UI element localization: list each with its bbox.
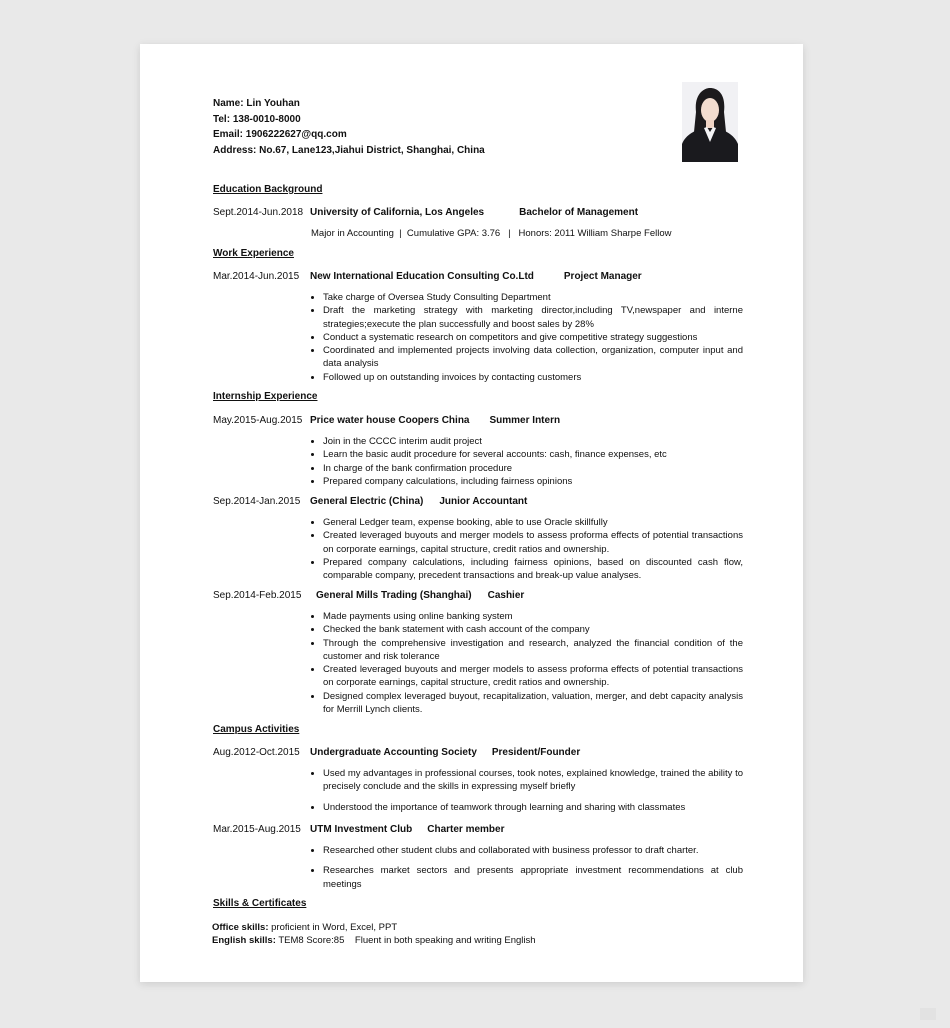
section-heading-campus: Campus Activities bbox=[213, 724, 300, 735]
section-heading-education: Education Background bbox=[213, 184, 323, 195]
list-item: • Made payments using online banking system bbox=[323, 610, 743, 623]
office-skills-label: Office skills: bbox=[212, 922, 269, 933]
internship-role: Summer Intern bbox=[489, 415, 561, 426]
list-item: • Checked the bank statement with cash account of the company bbox=[323, 623, 743, 636]
internship-org: General Electric (China) bbox=[310, 496, 424, 507]
office-skills-value: proficient in Word, Excel, PPT bbox=[268, 922, 398, 933]
contact-tel: Tel: 138-0010-8000 bbox=[213, 114, 301, 125]
english-skills bbox=[212, 935, 536, 946]
section-heading-work: Work Experience bbox=[213, 248, 294, 259]
contact-address: Address: No.67, Lane123,Jiahui District, Shanghai, China bbox=[213, 145, 485, 156]
work-role: Project Manager bbox=[563, 271, 642, 282]
list-item: • Created leveraged buyouts and merger models to assess proforma effects of potential transactions on corporate earnings, capital structure, credit ratios and ownership. bbox=[323, 663, 743, 690]
list-item: • Prepared company calculations, including fairness opinions bbox=[323, 475, 743, 488]
portrait-image bbox=[682, 82, 738, 162]
section-heading-internship: Internship Experience bbox=[213, 391, 318, 402]
education-row bbox=[213, 207, 638, 218]
internship-org: Price water house Coopers China bbox=[310, 415, 470, 426]
work-row bbox=[213, 271, 642, 282]
campus-date: Mar.2015-Aug.2015 bbox=[213, 824, 301, 835]
campus-date: Aug.2012-Oct.2015 bbox=[213, 747, 300, 758]
list-item: • Take charge of Oversea Study Consulting Department bbox=[323, 291, 743, 304]
internship-date: Sep.2014-Jan.2015 bbox=[213, 496, 301, 507]
work-bullets bbox=[310, 291, 743, 384]
english-skills-value: TEM8 Score:85 Fluent in both speaking and writing English bbox=[275, 935, 536, 946]
resume-page bbox=[140, 44, 803, 982]
list-item: • Coordinated and implemented projects involving data collection, organization, computer input and data analysis bbox=[323, 344, 743, 371]
section-heading-skills: Skills & Certificates bbox=[213, 898, 307, 909]
campus-org: UTM Investment Club bbox=[310, 824, 413, 835]
profile-photo bbox=[682, 82, 738, 162]
campus-bullets bbox=[310, 767, 743, 814]
education-school: University of California, Los Angeles bbox=[310, 207, 485, 218]
list-item: • Researched other student clubs and collaborated with business professor to draft charter. bbox=[323, 844, 743, 857]
list-item: • Created leveraged buyouts and merger models to assess proforma effects of potential transactions on corporate earnings, capital structure, credit ratios and ownership. bbox=[323, 529, 743, 556]
internship-bullets bbox=[310, 610, 743, 716]
corner-mark bbox=[920, 1008, 936, 1020]
contact-name: Name: Lin Youhan bbox=[213, 98, 300, 109]
campus-row bbox=[213, 747, 580, 758]
list-item: • Understood the importance of teamwork through learning and sharing with classmates bbox=[323, 801, 743, 814]
campus-org: Undergraduate Accounting Society bbox=[310, 747, 477, 758]
list-item: • General Ledger team, expense booking, able to use Oracle skillfully bbox=[323, 516, 743, 529]
list-item: • Used my advantages in professional courses, took notes, explained knowledge, trained the ability to precisely conclude and the skills in expressing myself briefly bbox=[323, 767, 743, 794]
work-org: New International Education Consulting Co.Ltd bbox=[310, 271, 534, 282]
internship-role: Cashier bbox=[487, 590, 525, 601]
education-degree: Bachelor of Management bbox=[519, 207, 639, 218]
campus-role: President/Founder bbox=[491, 747, 581, 758]
list-item: • Researches market sectors and presents appropriate investment recommendations at club meetings bbox=[323, 864, 743, 891]
list-item: • Through the comprehensive investigation and research, analyzed the financial condition of the customer and risk tolerance bbox=[323, 637, 743, 664]
campus-bullets bbox=[310, 844, 743, 891]
internship-bullets bbox=[310, 435, 743, 488]
office-skills bbox=[212, 922, 397, 933]
list-item: • Prepared company calculations, including fairness opinions, based on discounted cash flow, comparable company, precedent transactions and break-up value analyses. bbox=[323, 556, 743, 583]
list-item: • Draft the marketing strategy with marketing director,including TV,newspaper and interne strategies;execute the plan successfully and boost sales by 28% bbox=[323, 304, 743, 331]
campus-role: Charter member bbox=[427, 824, 505, 835]
list-item: • Conduct a systematic research on competitors and give competitive strategy suggestions bbox=[323, 331, 743, 344]
internship-row bbox=[213, 415, 560, 426]
list-item: • Followed up on outstanding invoices by contacting customers bbox=[323, 371, 743, 384]
internship-row bbox=[213, 590, 524, 601]
education-date: Sept.2014-Jun.2018 bbox=[213, 207, 304, 218]
education-detail: Major in Accounting | Cumulative GPA: 3.76 | Honors: 2011 William Sharpe Fellow bbox=[311, 228, 672, 239]
english-skills-label: English skills: bbox=[212, 935, 276, 946]
work-date: Mar.2014-Jun.2015 bbox=[213, 271, 300, 282]
internship-date: Sep.2014-Feb.2015 bbox=[213, 590, 302, 601]
internship-bullets bbox=[310, 516, 743, 582]
list-item: • In charge of the bank confirmation procedure bbox=[323, 462, 743, 475]
contact-email: Email: 1906222627@qq.com bbox=[213, 129, 347, 140]
internship-org: General Mills Trading (Shanghai) bbox=[316, 590, 472, 601]
internship-role: Junior Accountant bbox=[439, 496, 528, 507]
internship-date: May.2015-Aug.2015 bbox=[213, 415, 303, 426]
list-item: • Learn the basic audit procedure for several accounts: cash, finance expenses, etc bbox=[323, 448, 743, 461]
list-item: • Join in the CCCC interim audit project bbox=[323, 435, 743, 448]
campus-row bbox=[213, 824, 505, 835]
list-item: • Designed complex leveraged buyout, recapitalization, valuation, merger, and debt capacity analysis for Merrill Lynch clients. bbox=[323, 690, 743, 717]
internship-row bbox=[213, 496, 527, 507]
